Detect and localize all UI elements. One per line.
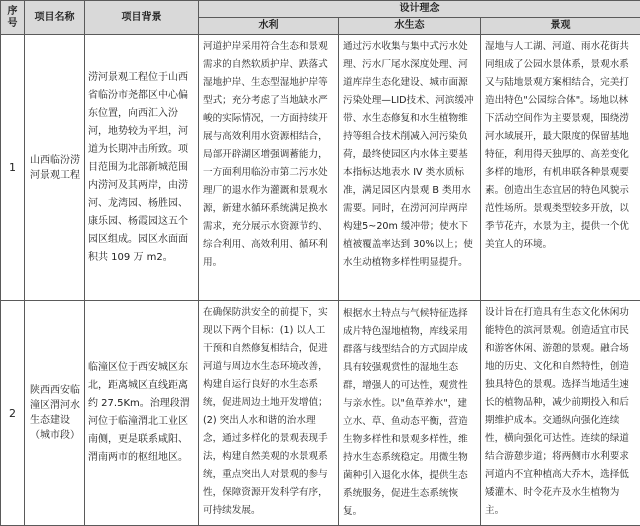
row-landscape: 湿地与人工湖、河道、雨水花街共同组成了公园水景体系，景观水系又与陆地景观方案相结合，完美打造出特色"公园综合体"。场地以林下活动空间作为主要景观，围绕涝河水域展开，最大限度的保留基地特征，利用得天独厚的、高差变化多样的地形，有机串联各种景观要素。创造出生态宜居的特色风貌示范性场所。景观类型较多开放，以季节花卉，水景为主，提供一个优美宜人的环境。: [481, 35, 640, 301]
row-water-ecology: 根据水土特点与气候特征选择成片特色湿地植物，库线采用群落与线型结合的方式固岸成具有较强观赏性的湿地生态群，增强人的可达性，观赏性与亲水性。以"鱼草养水"，建立水、草、鱼动态平衡，营造生物多样性和景观多样性，维持水生态系统稳定。用微生物菌种引入退化水体，提供生态系统服务，促进生态系统恢复。: [339, 301, 481, 526]
header-water-ecology: 水生态: [339, 18, 481, 35]
row-background: 涝河景观工程位于山西省临汾市尧都区中心偏东位置，向西汇入汾河，地势较为平坦，河道为长期冲击所致。项目范围为北部新城范围内涝河及其两岸，由涝河、龙湾园、杨胜园、康乐园、杨霞园这五个园区组成。园区水面面积共 109 万 m2。: [85, 35, 199, 301]
row-water-conservancy: 在确保防洪安全的前提下，实现以下两个目标：(1) 以人工干预和自然修复相结合，促进河道与周边水生态环境改善，构建自运行良好的水生态系统，促进周边土地开发增值；(2) 突出人水和谐的治水理念，通过多样化的景观表现手法，构建自然美观的水景观系统，重点突出人对景观的参与性，保障资源开发科学有序，可持续发展。: [199, 301, 339, 526]
row-landscape: 设计旨在打造具有生态文化休闲功能特色的滨河景观。创造适宜市民和游客休闲、游憩的景观。融合场地的历史、文化和自然特性，创造独具特色的景观。选择当地适生速长的植物品种，减少前期投入和后期维护成本。交通纵向强化连续性，横向强化可达性。连续的绿道结合游憩步道；将两侧市水利要求河道内不宜种植高大乔木，选择低矮灌木、时令花卉及水生植物为主。: [481, 301, 640, 526]
header-background: 项目背景: [85, 1, 199, 35]
header-name: 项目名称: [25, 1, 85, 35]
row-index: 2: [1, 301, 25, 526]
row-name: 陕西西安临潼区渭河水生态建设（城市段）: [25, 301, 85, 526]
table-row: [1, 35, 640, 301]
header-water-conservancy: 水利: [199, 18, 339, 35]
table-row: [1, 301, 640, 526]
row-name: 山西临汾涝河景观工程: [25, 35, 85, 301]
row-water-ecology: 通过污水收集与集中式污水处理、污水厂尾水深度处理、河道库岸生态化建设、城市面源污染处理—LID技术、河滨缓冲带、水生态修复和水生植物维持等组合技术削减入河污染负荷，最终使园区内水体主要基本指标达地表水 IV 类水质标准，满足园区内景观 B 类用水需要。同时，在涝河河岸两岸构建5~20m 缓冲带；使水下植被覆盖率达到 30%以上；使水生动植物多样性明显提升。: [339, 35, 481, 301]
row-water-conservancy: 河道护岸采用符合生态和景观需求的自然软质护岸、跌落式湿地护岸、生态型湿地护岸等型式；充分考虑了当地缺水严峻的实际情况，一方面持续开展与高效利用水资源相结合，局部开辟湖区增强调蓄能力，一方面利用临汾市第二污水处理厂的退水作为灌溉和景观水源，新建水循环系统满足换水需求，充分展示水资源节约、综合利用、高效利用、循环利用。: [199, 35, 339, 301]
row-index: 1: [1, 35, 25, 301]
header-concept: 设计理念: [199, 1, 640, 18]
row-background: 临潼区位于西安城区东北，距离城区直线距离约 27.5Km。治理段渭河位于临潼渭北工业区南侧，更是联系咸阳、渭南两市的枢纽地区。: [85, 301, 199, 526]
header-index: 序号: [1, 1, 25, 35]
header-landscape: 景观: [481, 18, 640, 35]
